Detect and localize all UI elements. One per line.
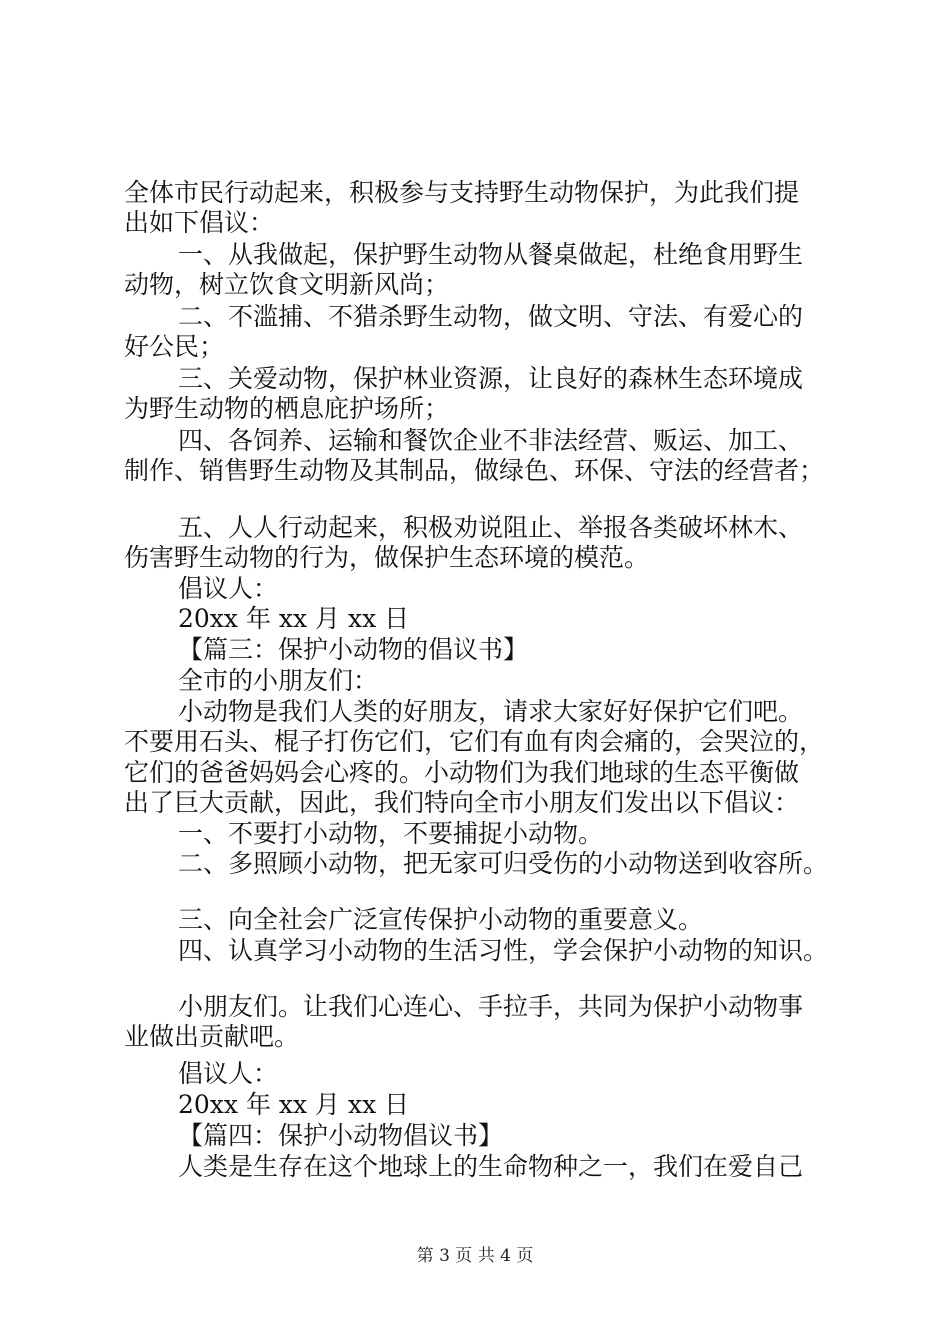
text-line: 一、不要打小动物，不要捕捉小动物。	[178, 819, 604, 848]
text-line: 小动物是我们人类的好朋友，请求大家好好保护它们吧。	[178, 697, 804, 726]
text-line: 小朋友们。让我们心连心、手拉手，共同为保护小动物事	[178, 992, 804, 1021]
text-line: 出了巨大贡献，因此，我们特向全市小朋友们发出以下倡议：	[124, 788, 800, 817]
text-line: 为野生动物的栖息庇护场所；	[124, 394, 450, 423]
text-line: 二、多照顾小动物，把无家可归受伤的小动物送到收容所。	[178, 849, 829, 878]
text-line: 四、各饲养、运输和餐饮企业不非法经营、贩运、加工、	[178, 426, 804, 455]
text-line: 动物，树立饮食文明新风尚；	[124, 270, 450, 299]
section-title: 【篇四：保护小动物倡议书】	[178, 1121, 504, 1150]
signatory-label: 倡议人：	[178, 1059, 279, 1088]
text-line: 三、关爱动物，保护林业资源，让良好的森林生态环境成	[178, 364, 804, 393]
text-line: 五、人人行动起来，积极劝说阻止、举报各类破坏林木、	[178, 513, 804, 542]
text-line: 不要用石头、棍子打伤它们，它们有血有肉会痛的，会哭泣的，	[124, 727, 825, 756]
signatory-label: 倡议人：	[178, 574, 279, 603]
text-line: 它们的爸爸妈妈会心疼的。小动物们为我们地球的生态平衡做	[124, 758, 800, 787]
section-title: 【篇三：保护小动物的倡议书】	[178, 635, 529, 664]
date-line: 20xx 年 xx 月 xx 日	[178, 604, 410, 633]
text-line: 业做出贡献吧。	[124, 1022, 300, 1051]
text-line: 四、认真学习小动物的生活习性，学会保护小动物的知识。	[178, 936, 829, 965]
text-line: 全体市民行动起来，积极参与支持野生动物保护，为此我们提	[124, 178, 800, 207]
text-line: 一、从我做起，保护野生动物从餐桌做起，杜绝食用野生	[178, 240, 804, 269]
text-line: 伤害野生动物的行为，做保护生态环境的模范。	[124, 543, 650, 572]
date-line: 20xx 年 xx 月 xx 日	[178, 1090, 410, 1119]
text-line: 二、不滥捕、不猎杀野生动物，做文明、守法、有爱心的	[178, 302, 804, 331]
text-line: 制作、销售野生动物及其制品，做绿色、环保、守法的经营者；	[124, 456, 825, 485]
salutation: 全市的小朋友们：	[178, 666, 379, 695]
text-line: 好公民；	[124, 332, 225, 361]
text-line: 出如下倡议：	[124, 208, 275, 237]
text-line: 三、向全社会广泛宣传保护小动物的重要意义。	[178, 905, 704, 934]
text-line: 人类是生存在这个地球上的生命物种之一，我们在爱自己	[178, 1152, 804, 1181]
page-number: 第 3 页 共 4 页	[416, 1246, 534, 1266]
